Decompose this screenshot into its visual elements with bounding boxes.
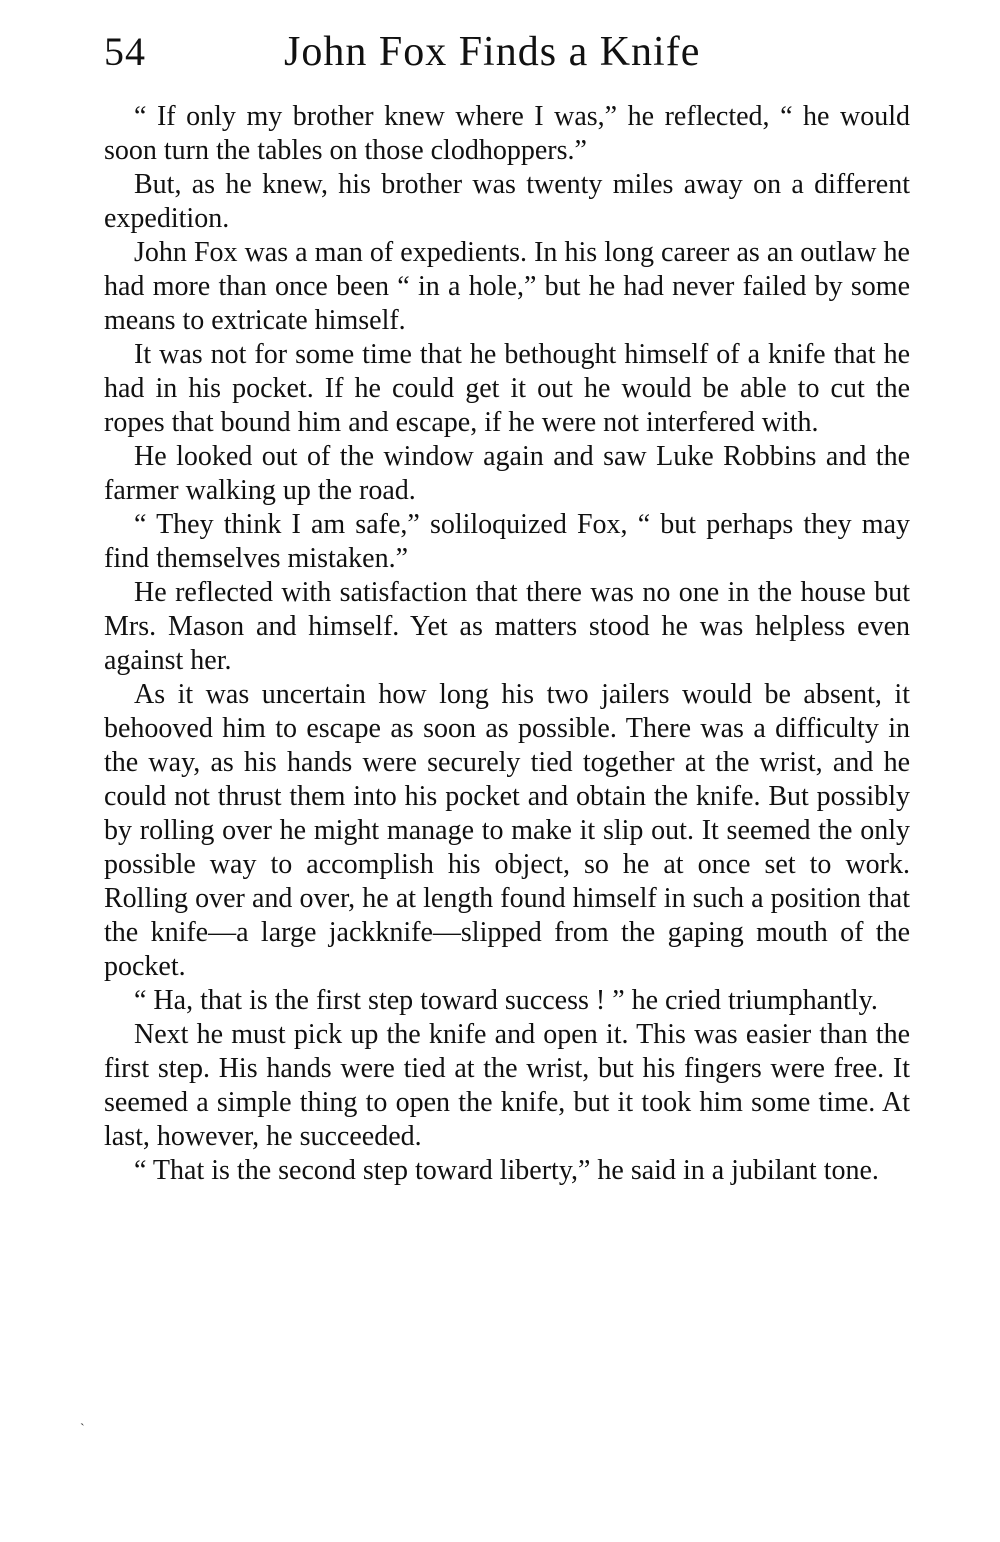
paragraph: He looked out of the window again and saw Luke Robbins and the farmer walking up the road. xyxy=(104,441,910,506)
paragraph: It was not for some time that he bethought himself of a knife that he had in his pocket. If he could get it out he would be able to cut the ropes that bound him and escape, if he were not interfered with. xyxy=(104,339,910,438)
paragraph: He reflected with satisfaction that there was no one in the house but Mrs. Mason and himself. Yet as matters stood he was helpless even against her. xyxy=(104,577,910,676)
running-title: John Fox Finds a Knife xyxy=(284,29,701,75)
paragraph: But, as he knew, his brother was twenty miles away on a different expedition. xyxy=(104,169,910,234)
paragraph: Next he must pick up the knife and open it. This was easier than the first step. His hands were tied at the wrist, but his fingers were free. It seemed a simple thing to open the knife, but it took him some time. At last, however, he succeeded. xyxy=(104,1019,910,1152)
paragraph: As it was uncertain how long his two jailers would be absent, it behooved him to escape as soon as possible. There was a difficulty in the way, as his hands were securely tied together at the wrist, and he could not thrust them into his pocket and obtain the knife. But possibly by rolling over he might manage to make it slip out. It seemed the only possible way to accomplish his object, so he at once set to work. Rolling over and over, he at length found himself in such a position that the knife—a large jackknife—slipped from the gaping mouth of the pocket. xyxy=(104,679,910,982)
print-speck-mark: ` xyxy=(80,1422,85,1437)
page-header xyxy=(104,28,910,88)
page-number: 54 xyxy=(104,29,146,74)
paragraph: John Fox was a man of expedients. In his long career as an outlaw he had more than once been “ in a hole,” but he had never failed by some means to extricate himself. xyxy=(104,237,910,336)
paragraph: “ They think I am safe,” soliloquized Fox, “ but perhaps they may find themselves mistaken.” xyxy=(104,509,910,574)
body-text xyxy=(104,100,910,1188)
paragraph: “ If only my brother knew where I was,” he reflected, “ he would soon turn the tables on those clodhoppers.” xyxy=(104,101,910,166)
paragraph: “ Ha, that is the first step toward success ! ” he cried triumphantly. xyxy=(134,985,878,1016)
paragraph: “ That is the second step toward liberty,” he said in a jubilant tone. xyxy=(134,1155,879,1186)
